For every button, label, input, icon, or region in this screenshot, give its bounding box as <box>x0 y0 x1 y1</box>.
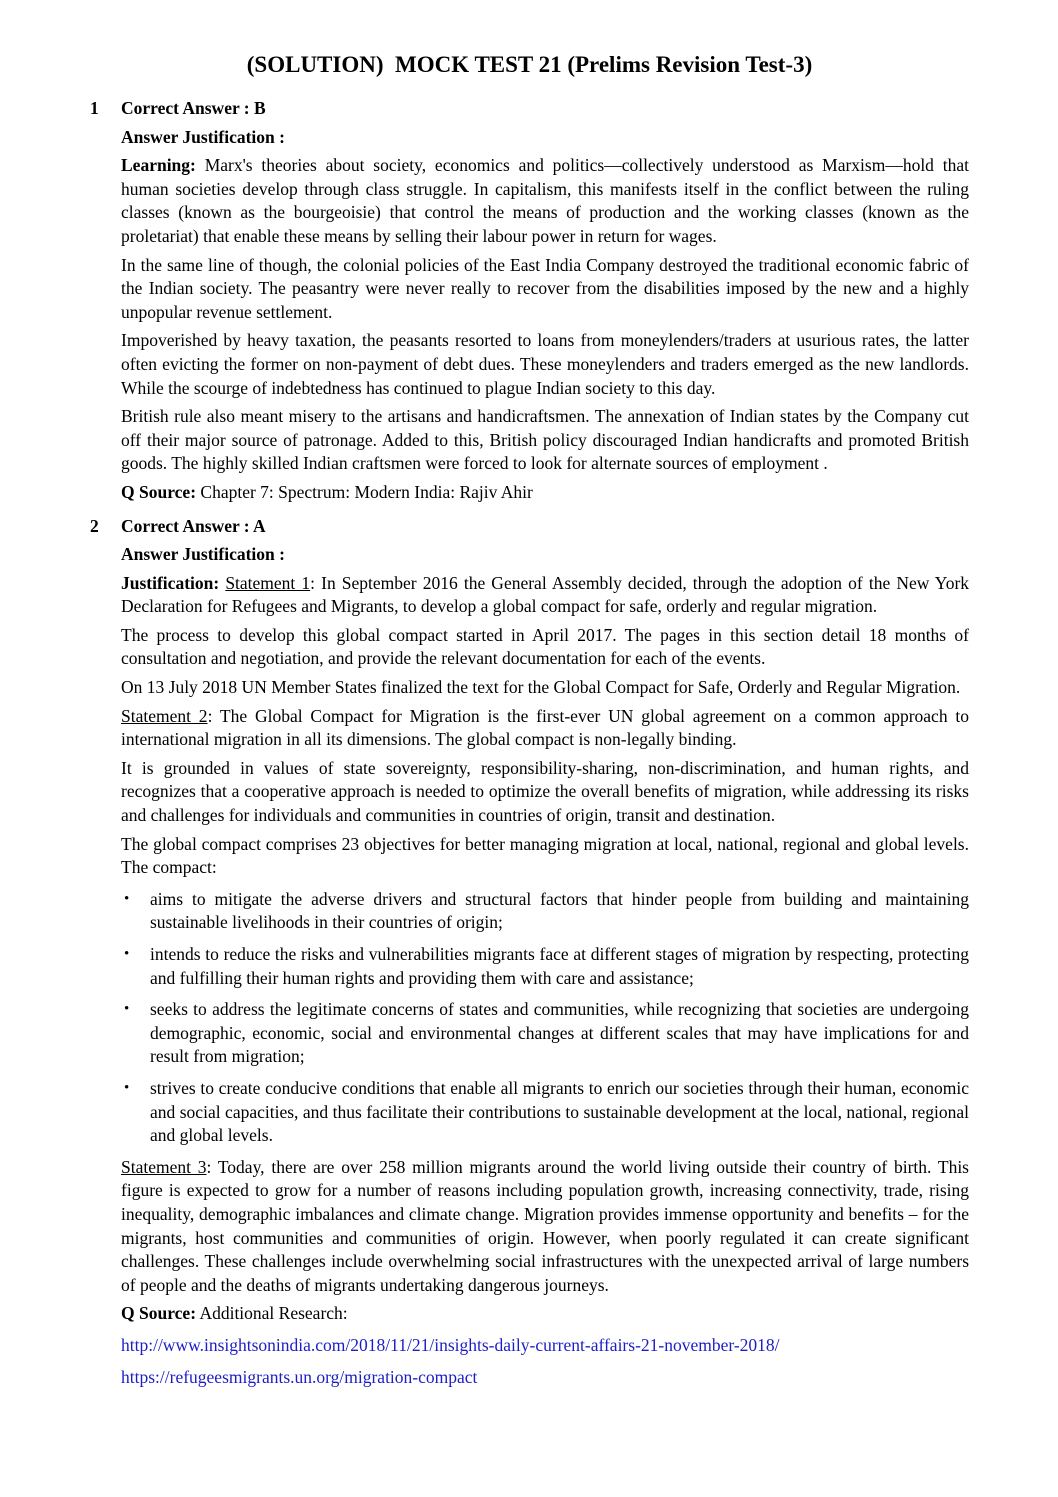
paragraph <box>121 154 969 248</box>
paragraph <box>121 572 969 619</box>
question-2 <box>90 510 969 1398</box>
body-text: : Today, there are over 258 million migrants around the world living outside their country of birth. This figure is expected to grow for a number of reasons including population growth, increasing connectivity, trade, rising inequality, demographic imbalances and climate change. Migration provides immense opportunity and benefits – for the migrants, host communities and communities of origin. However, when poorly regulated it can create significant challenges. These challenges include overwhelming social infrastructures with the unexpected arrival of large numbers of people and the deaths of migrants undertaking dangerous journeys. <box>121 1156 969 1295</box>
body-text: In the same line of though, the colonial policies of the East India Company destroyed the traditional economic fabric of the Indian society. The peasantry were never really to recover from the disabilities imposed by the new and a highly unpopular revenue settlement. <box>121 254 969 322</box>
bullet-dot-icon: • <box>124 946 130 962</box>
page-title: (SOLUTION) MOCK TEST 21 (Prelims Revision Test-3) <box>246 52 813 77</box>
correct-answer-heading: Correct Answer : B <box>121 98 266 118</box>
paragraph <box>121 329 969 400</box>
paragraph <box>121 1302 969 1326</box>
bullet-dot-icon: • <box>124 1001 130 1018</box>
source-link[interactable]: http://www.insightsonindia.com/2018/11/21/insights-daily-current-affairs-21-november-2018/ <box>121 1334 780 1355</box>
bullet-dot-icon: • <box>124 890 130 907</box>
bullet-text <box>150 998 969 1069</box>
underlined-text: Statement 3 <box>121 1156 207 1177</box>
bullet-item <box>121 1077 969 1148</box>
paragraph <box>121 705 969 752</box>
bold-text: Learning: <box>121 155 196 176</box>
question-body <box>121 510 969 1398</box>
bullet-item <box>121 943 969 990</box>
answer-justification-heading: Answer Justification : <box>121 544 285 565</box>
underlined-text: Statement 1 <box>225 572 311 593</box>
bullet-text <box>150 943 969 990</box>
body-text: Impoverished by heavy taxation, the peasants resorted to loans from moneylenders/traders at usurious rates, the latter often evicting the former on non-payment of debt dues. These moneylenders and traders emerged as the new landlords. While the scourge of indebtedness has continued to plague Indian society to this day. <box>121 330 969 398</box>
body-text: Marx's theories about society, economics and politics—collectively understood as Marxism—hold that human societies develop through class struggle. In capitalism, this manifests itself in the conflict between the ruling classes (known as the bourgeoisie) that control the means of production and the working classes (known as the proletariat) that enable these means by selling their labour power in return for wages. <box>121 155 969 246</box>
body-text: Additional Research: <box>196 1303 348 1324</box>
correct-answer-heading: Correct Answer : A <box>121 515 266 536</box>
bullet-text <box>150 1077 969 1148</box>
paragraph <box>121 1156 969 1298</box>
paragraph <box>121 481 969 505</box>
body-text: On 13 July 2018 UN Member States finalized the text for the Global Compact for Safe, Orderly and Regular Migration. <box>121 677 961 698</box>
body-text: The process to develop this global compact started in April 2017. The pages in this section detail 18 months of consultation and negotiation, and provide the relevant documentation for each of the events. <box>121 624 969 669</box>
paragraph <box>121 676 969 700</box>
question-number: 2 <box>90 515 99 536</box>
body-text: The global compact comprises 23 objectives for better managing migration at local, national, regional and global levels. The compact: <box>121 833 969 878</box>
bullet-text <box>150 888 969 935</box>
bold-text: Q Source: <box>121 481 197 502</box>
questions-container <box>90 92 969 1397</box>
question-1 <box>90 92 969 510</box>
bold-text: Justification: <box>121 572 220 593</box>
bullet-dot-icon: • <box>124 1079 130 1096</box>
bullet-item <box>121 888 969 935</box>
question-body <box>121 92 969 510</box>
body-text: strives to create conducive conditions that enable all migrants to enrich our societies through their human, economic and social capacities, and thus facilitate their contributions to sustainable development at the local, national, regional and global levels. <box>150 1077 969 1146</box>
paragraph <box>121 757 969 828</box>
body-text: Chapter 7: Spectrum: Modern India: Rajiv Ahir <box>196 481 533 502</box>
answer-justification-heading: Answer Justification : <box>121 126 285 147</box>
paragraph <box>121 833 969 880</box>
body-text: : The Global Compact for Migration is the first-ever UN global agreement on a common approach to international migration in all its dimensions. The global compact is non-legally binding. <box>121 705 970 750</box>
paragraph <box>121 254 969 325</box>
source-link[interactable]: https://refugeesmigrants.un.org/migration-compact <box>121 1366 478 1387</box>
body-text: intends to reduce the risks and vulnerabilities migrants face at different stages of migration by respecting, protecting and fulfilling their human rights and providing them with care and assistance; <box>150 944 969 988</box>
body-text: seeks to address the legitimate concerns of states and communities, while recognizing that societies are undergoing demographic, economic, social and environmental changes at different scales that may have implications for and result from migration; <box>150 999 969 1067</box>
underlined-text: Statement 2 <box>121 705 208 726</box>
body-text: : In September 2016 the General Assembly decided, through the adoption of the New York Declaration for Refugees and Migrants, to develop a global compact for safe, orderly and regular migration. <box>121 572 970 617</box>
bullet-item <box>121 998 969 1069</box>
body-text: British rule also meant misery to the artisans and handicraftsmen. The annexation of Indian states by the Company cut off their major source of patronage. Added to this, British policy discouraged Indian handicrafts and promoted British goods. The highly skilled Indian craftsmen were forced to look for alternate sources of employment . <box>121 406 969 474</box>
question-number: 1 <box>90 98 99 118</box>
body-text: It is grounded in values of state sovereignty, responsibility-sharing, non-discrimination, and human rights, and recognizes that a cooperative approach is needed to optimize the overall benefits of migration, while addressing its risks and challenges for individuals and communities in countries of origin, transit and destination. <box>121 757 969 826</box>
bold-text: Q Source: <box>121 1303 197 1324</box>
paragraph <box>121 405 969 476</box>
paragraph <box>121 624 969 671</box>
body-text: aims to mitigate the adverse drivers and structural factors that hinder people from building and maintaining sustainable livelihoods in their countries of origin; <box>150 888 969 933</box>
